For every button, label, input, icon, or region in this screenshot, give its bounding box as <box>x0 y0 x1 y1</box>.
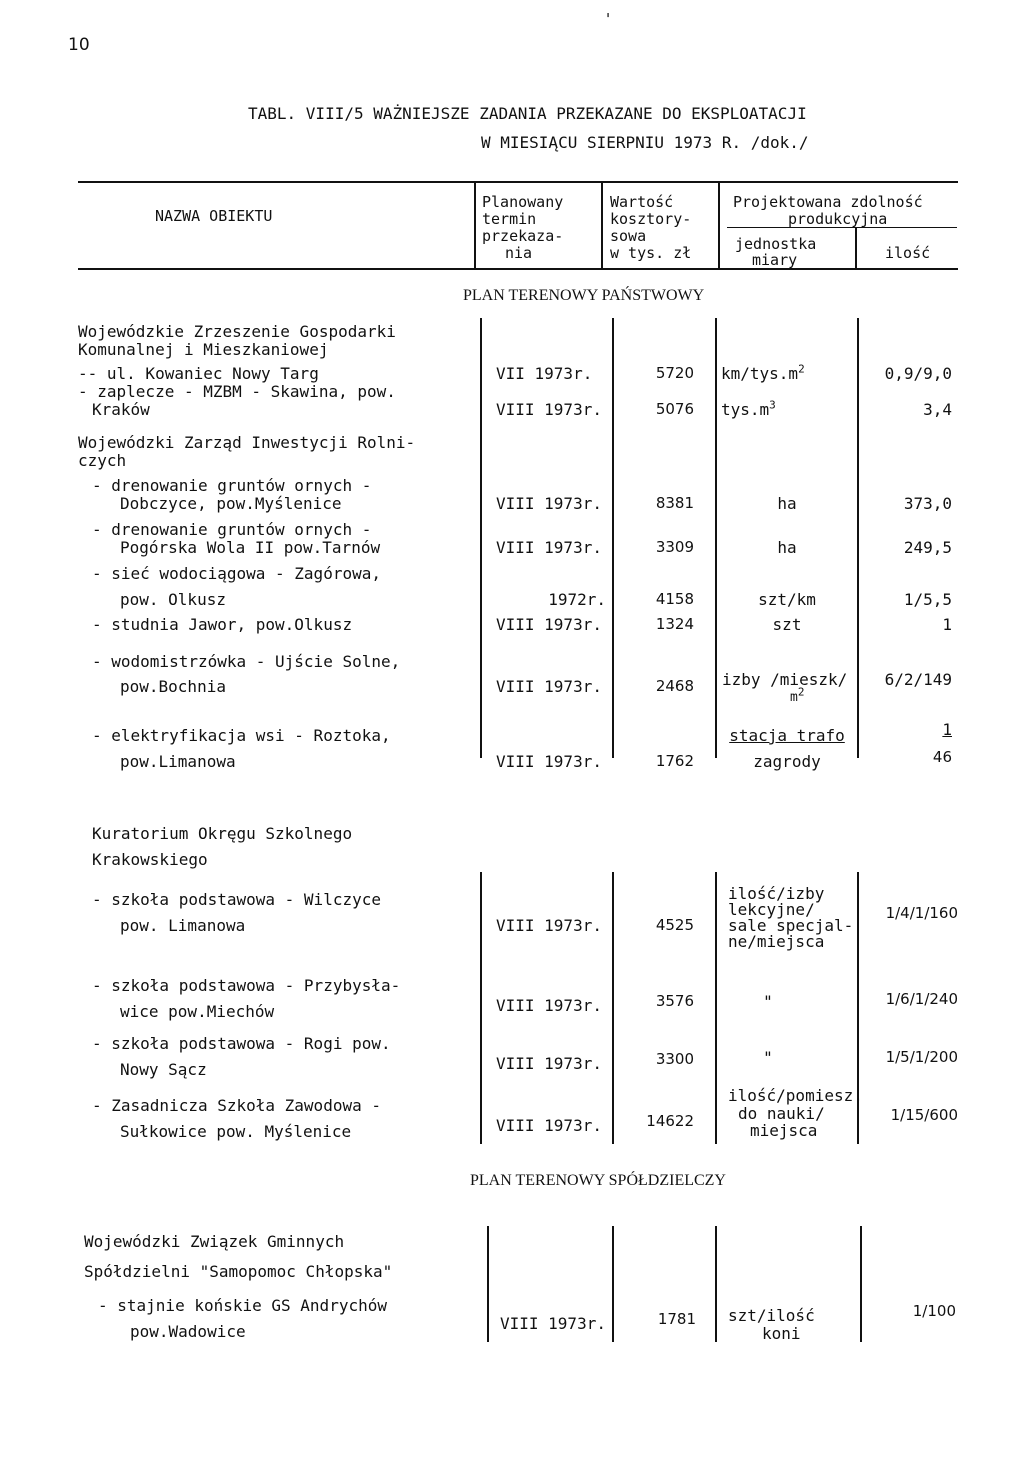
row-unit: szt/km <box>758 590 816 609</box>
row-unit: ha <box>777 538 797 557</box>
page-number: 10 <box>68 35 90 55</box>
col-header-value-1: Wartość <box>610 193 674 211</box>
row-name: pow.Wadowice <box>130 1322 246 1341</box>
row-value: 2468 <box>655 677 694 695</box>
group-heading: Wojewódzki Zarząd Inwestycji Rolni- <box>78 433 416 452</box>
row-unit: szt <box>772 615 802 634</box>
header-top-rule <box>78 181 958 183</box>
row-value: 4158 <box>655 590 694 608</box>
col-header-name: NAZWA OBIEKTU <box>155 207 273 225</box>
row-unit: " <box>763 1048 773 1067</box>
col-header-capacity-2: produkcyjna <box>788 210 888 228</box>
row-term: 1972r. <box>548 590 606 609</box>
group-heading: Spółdzielni "Samopomoc Chłopska" <box>84 1262 393 1281</box>
row-term: VIII 1973r. <box>496 996 602 1015</box>
group-heading: Wojewódzki Związek Gminnych <box>84 1232 345 1251</box>
row-qty: 0,9/9,0 <box>884 364 952 383</box>
row-unit-sup: 3 <box>769 398 776 412</box>
body-divider-4a <box>857 318 859 758</box>
row-name: pow.Bochnia <box>120 677 226 696</box>
row-term: VIII 1973r. <box>496 1116 602 1135</box>
row-name: Dobczyce, pow.Myślenice <box>120 494 342 513</box>
row-term: VIII 1973r. <box>496 677 602 696</box>
row-value: 8381 <box>655 494 694 512</box>
section-state-plan: PLAN TERENOWY PAŃSTWOWY <box>463 287 705 304</box>
row-unit-sup: 2 <box>798 362 805 376</box>
row-value: 4525 <box>655 916 694 934</box>
row-value: 1781 <box>657 1310 696 1328</box>
row-unit: stacja trafo <box>729 726 845 745</box>
row-value: 5720 <box>655 364 694 382</box>
row-qty: 1/5/1/200 <box>885 1048 958 1066</box>
body-divider-1c <box>487 1226 489 1342</box>
header-bottom-rule <box>78 268 958 270</box>
row-unit-sup: 2 <box>797 685 805 699</box>
row-term: VIII 1973r. <box>500 1314 606 1333</box>
row-name: - wodomistrzówka - Ujście Solne, <box>92 652 401 671</box>
row-term: VII 1973r. <box>496 364 593 383</box>
row-term: VIII 1973r. <box>496 916 602 935</box>
col-header-term-2: termin <box>482 210 537 228</box>
row-value: 1762 <box>655 752 694 770</box>
group-heading: Krakowskiego <box>92 850 208 869</box>
row-unit-line2: zagrody <box>753 752 821 771</box>
row-name: -- ul. Kowaniec Nowy Targ <box>78 364 319 383</box>
row-term: VIII 1973r. <box>496 752 602 771</box>
row-unit-line3: sale specjal- <box>728 916 854 935</box>
row-name: - sieć wodociągowa - Zagórowa, <box>92 564 381 583</box>
col-header-value-4: w tys. zł <box>610 244 692 262</box>
group-heading: Komunalnej i Mieszkaniowej <box>78 340 329 359</box>
body-divider-1b <box>480 872 482 1144</box>
row-unit: ilość/izby <box>728 884 825 903</box>
col-header-capacity-1: Projektowana zdolność <box>733 193 923 211</box>
row-name: - drenowanie gruntów ornych - <box>92 520 372 539</box>
row-qty: 1/15/600 <box>890 1106 958 1124</box>
top-mark: ' <box>606 10 611 28</box>
row-value: 14622 <box>646 1112 694 1130</box>
row-term: VIII 1973r. <box>496 400 602 419</box>
row-name: - szkoła podstawowa - Przybysła- <box>92 976 401 995</box>
col-header-term-1: Planowany <box>482 193 564 211</box>
body-divider-3c <box>715 1226 717 1342</box>
col-header-qty: ilość <box>885 244 931 262</box>
row-name: pow. Olkusz <box>120 590 226 609</box>
body-divider-1a <box>480 318 482 758</box>
section-coop-plan: PLAN TERENOWY SPÓŁDZIELCZY <box>470 1172 726 1189</box>
row-qty: 3,4 <box>923 400 952 419</box>
row-unit-line4: ne/miejsca <box>728 932 825 951</box>
row-unit: " <box>763 992 773 1011</box>
row-name: Pogórska Wola II pow.Tarnów <box>120 538 381 557</box>
group-heading: Wojewódzkie Zrzeszenie Gospodarki <box>78 322 396 341</box>
row-name: pow.Limanowa <box>120 752 236 771</box>
body-divider-4c <box>860 1226 862 1342</box>
group-heading: czych <box>78 451 127 470</box>
col-header-term-3: przekaza- <box>482 227 564 245</box>
row-qty: 1/100 <box>912 1302 956 1320</box>
row-qty-line2: 46 <box>932 748 952 766</box>
header-divider-4 <box>855 228 857 268</box>
row-qty: 1/6/1/240 <box>885 990 958 1008</box>
row-unit: szt/ilość <box>728 1306 815 1325</box>
col-header-unit-1: jednostka <box>735 235 817 253</box>
header-divider-3 <box>718 183 720 268</box>
body-divider-3a <box>715 318 717 758</box>
row-unit-line2: lekcyjne/ <box>728 900 815 919</box>
row-qty: 1 <box>942 615 952 634</box>
row-name: - elektryfikacja wsi - Roztoka, <box>92 726 391 745</box>
row-name: - szkoła podstawowa - Rogi pow. <box>92 1034 391 1053</box>
row-name: Sułkowice pow. Myślenice <box>120 1122 352 1141</box>
row-name: pow. Limanowa <box>120 916 246 935</box>
row-value: 1324 <box>655 615 694 633</box>
row-name: Nowy Sącz <box>120 1060 207 1079</box>
row-term: VIII 1973r. <box>496 494 602 513</box>
row-value: 3300 <box>655 1050 694 1068</box>
row-value: 5076 <box>655 400 694 418</box>
row-name: Kraków <box>92 400 150 419</box>
col-header-value-2: kosztory- <box>610 210 692 228</box>
row-qty: 249,5 <box>903 538 952 557</box>
row-value: 3576 <box>655 992 694 1010</box>
col-header-term-4: nia <box>505 244 533 262</box>
row-qty: 1/5,5 <box>903 590 952 609</box>
row-unit-line2: koni <box>762 1324 801 1343</box>
row-unit: izby /mieszk/ <box>722 670 848 689</box>
col-header-value-3: sowa <box>610 227 647 245</box>
row-unit-line2: m <box>790 690 798 705</box>
row-name: - zaplecze - MZBM - Skawina, pow. <box>78 382 396 401</box>
row-unit-line3: miejsca <box>750 1121 818 1140</box>
row-name: - Zasadnicza Szkoła Zawodowa - <box>92 1096 381 1115</box>
row-name: - studnia Jawor, pow.Olkusz <box>92 615 353 634</box>
row-term: VIII 1973r. <box>496 1054 602 1073</box>
table-title-line1: TABL. VIII/5 WAŻNIEJSZE ZADANIA PRZEKAZANE DO EKSPLOATACJI <box>248 104 807 123</box>
row-value: 3309 <box>655 538 694 556</box>
row-term: VIII 1973r. <box>496 615 602 634</box>
col-header-unit-2: miary <box>752 251 798 269</box>
row-qty: 373,0 <box>903 494 952 513</box>
row-unit-line2: do nauki/ <box>738 1104 825 1123</box>
header-divider-2 <box>601 183 603 268</box>
row-unit: tys.m <box>721 400 770 419</box>
row-name: wice pow.Miechów <box>120 1002 275 1021</box>
row-unit: ilość/pomiesz. <box>728 1086 863 1105</box>
table-title-line2: W MIESIĄCU SIERPNIU 1973 R. /dok./ <box>481 133 809 152</box>
row-unit: ha <box>777 494 797 513</box>
body-divider-3b <box>715 872 717 1144</box>
row-name: - stajnie końskie GS Andrychów <box>98 1296 387 1315</box>
row-qty: 1 <box>942 720 952 739</box>
group-heading: Kuratorium Okręgu Szkolnego <box>92 824 353 843</box>
header-divider-1 <box>474 183 476 268</box>
row-qty: 1/4/1/160 <box>885 904 958 922</box>
row-unit: km/tys.m <box>721 364 799 383</box>
row-term: VIII 1973r. <box>496 538 602 557</box>
row-name: - drenowanie gruntów ornych - <box>92 476 372 495</box>
row-qty: 6/2/149 <box>884 670 952 689</box>
row-name: - szkoła podstawowa - Wilczyce <box>92 890 381 909</box>
